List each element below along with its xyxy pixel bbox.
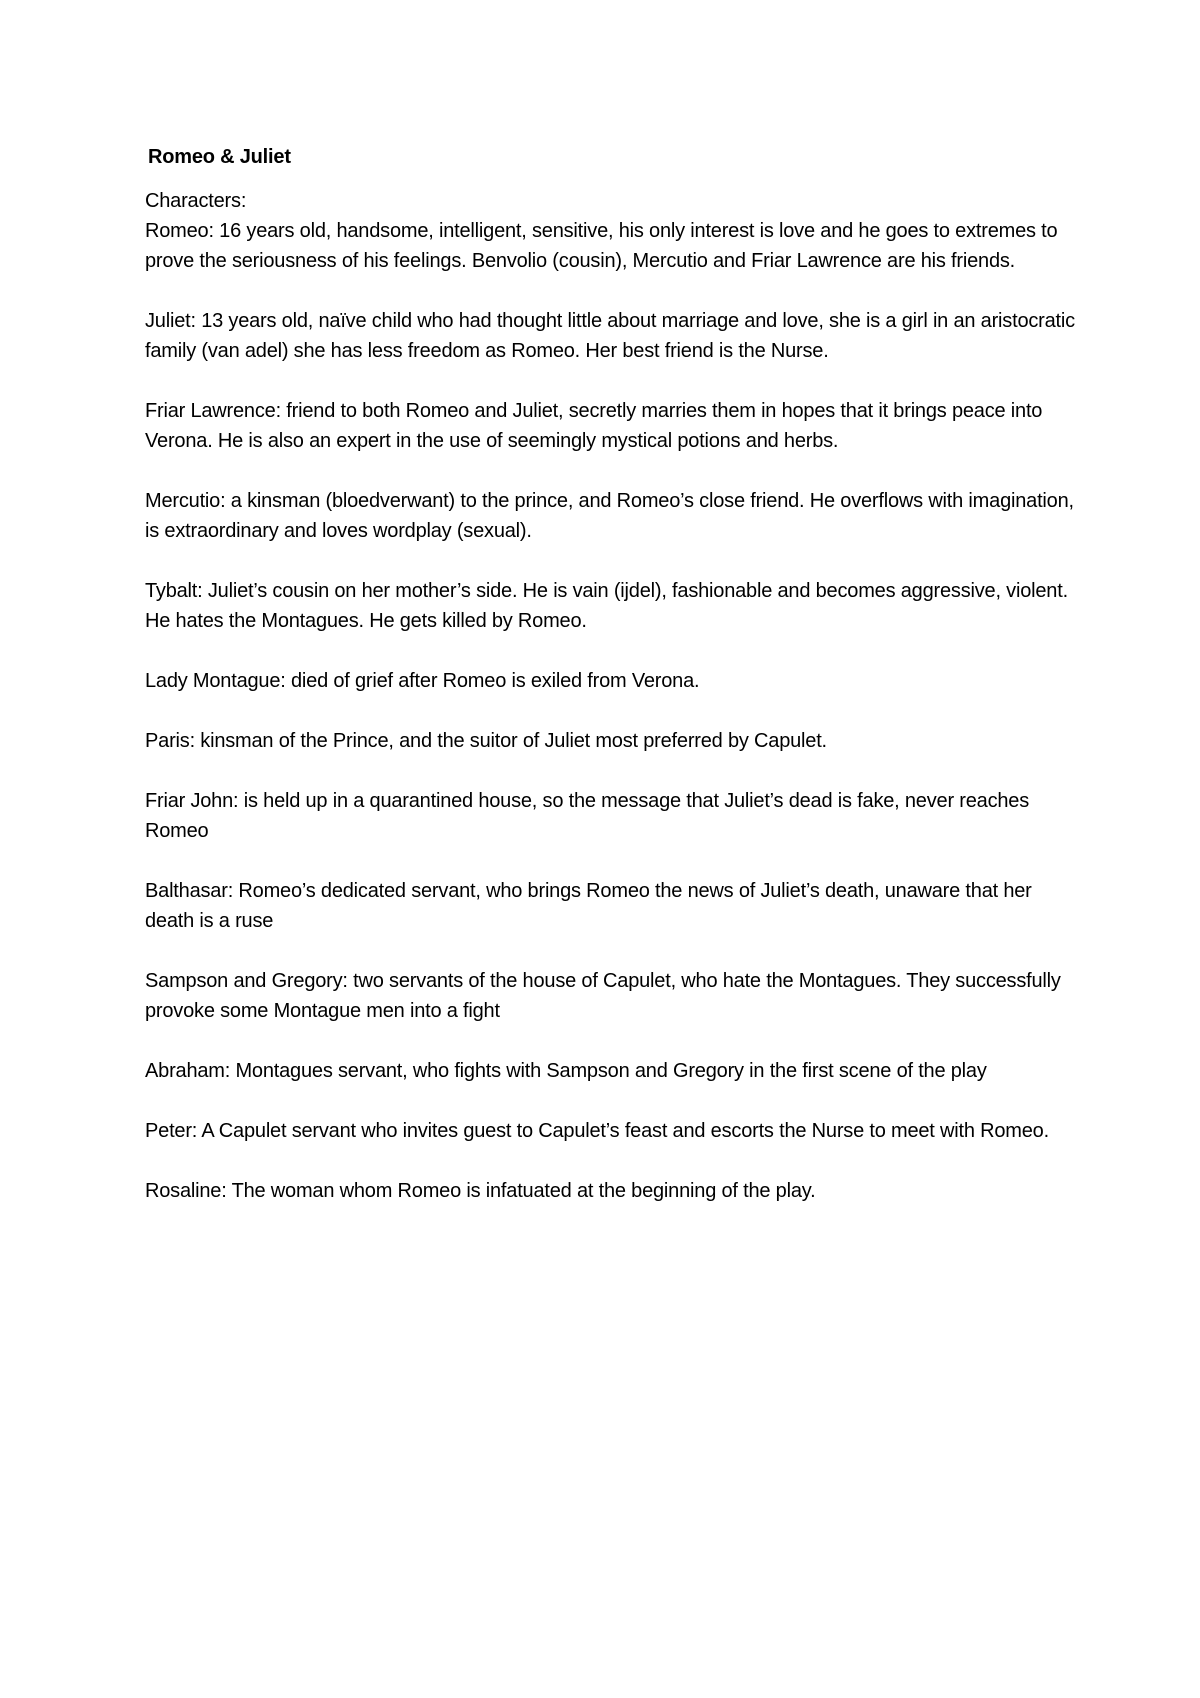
character-entry-friar-lawrence: Friar Lawrence: friend to both Romeo and Juliet, secretly marries them in hopes that it brings peace into Verona. He is also an expert in the use of seemingly mystical potions and herbs.	[145, 400, 1043, 452]
character-entry-abraham: Abraham: Montagues servant, who fights with Sampson and Gregory in the first scene of the play	[145, 1060, 987, 1082]
character-entry-rosaline: Rosaline: The woman whom Romeo is infatuated at the beginning of the play.	[145, 1180, 816, 1202]
document-title: Romeo & Juliet	[148, 146, 291, 168]
document-body	[145, 142, 1075, 1206]
character-list	[145, 216, 1075, 1206]
character-entry-juliet: Juliet: 13 years old, naïve child who had thought little about marriage and love, she is a girl in an aristocratic family (van adel) she has less freedom as Romeo. Her best friend is the Nurse.	[145, 310, 1075, 362]
character-entry-mercutio: Mercutio: a kinsman (bloedverwant) to the prince, and Romeo’s close friend. He overflows with imagination, is extraordinary and loves wordplay (sexual).	[145, 490, 1074, 542]
character-entry-friar-john: Friar John: is held up in a quarantined house, so the message that Juliet’s dead is fake, never reaches Romeo	[145, 790, 1030, 842]
character-entry-peter: Peter: A Capulet servant who invites guest to Capulet’s feast and escorts the Nurse to meet with Romeo.	[145, 1120, 1049, 1142]
character-entry-balthasar: Balthasar: Romeo’s dedicated servant, who brings Romeo the news of Juliet’s death, unaware that her death is a ruse	[145, 880, 1032, 932]
character-entry-romeo: Romeo: 16 years old, handsome, intelligent, sensitive, his only interest is love and he goes to extremes to prove the seriousness of his feelings. Benvolio (cousin), Mercutio and Friar Lawrence are his friends.	[145, 220, 1058, 272]
character-entry-paris: Paris: kinsman of the Prince, and the suitor of Juliet most preferred by Capulet.	[145, 730, 827, 752]
characters-heading: Characters:	[145, 190, 247, 212]
character-entry-lady-montague: Lady Montague: died of grief after Romeo is exiled from Verona.	[145, 670, 700, 692]
character-entry-tybalt: Tybalt: Juliet’s cousin on her mother’s side. He is vain (ijdel), fashionable and becomes aggressive, violent. He hates the Montagues. He gets killed by Romeo.	[145, 580, 1068, 632]
character-entry-sampson-gregory: Sampson and Gregory: two servants of the house of Capulet, who hate the Montagues. They successfully provoke some Montague men into a fight	[145, 970, 1061, 1022]
